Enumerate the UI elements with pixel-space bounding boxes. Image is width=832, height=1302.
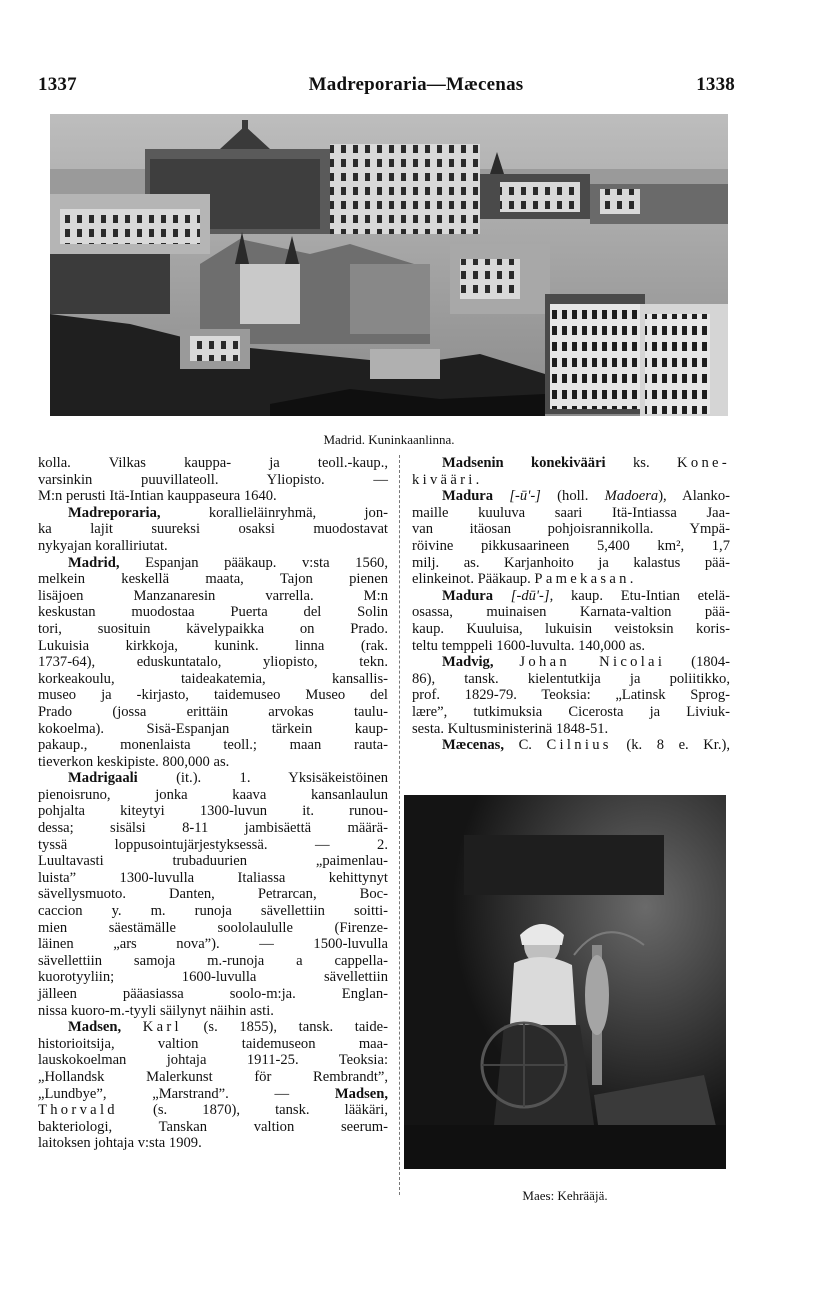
entry-madrigaali	[38, 770, 388, 787]
text-line: maille kuuluva saari Itä-Intiassa Jaa-	[412, 504, 730, 521]
text-span: (1804-	[665, 654, 730, 671]
maes-spinner-painting	[404, 795, 726, 1169]
running-title: Madreporaria—Mæcenas	[308, 74, 524, 95]
headword: Madreporaria,	[68, 504, 161, 521]
headword: Madrid,	[68, 554, 120, 571]
left-column	[38, 455, 388, 1152]
entry-madsenin-konekivaari	[412, 455, 730, 472]
headword: Madura	[442, 587, 494, 604]
text-line: nissa kuoro-m.-tyyli säilynyt näihin asti.	[38, 1002, 274, 1019]
spaced-name: Cilnius	[546, 737, 612, 754]
text-span	[493, 654, 519, 670]
entry-madvig	[412, 654, 730, 671]
text-line: pakaup., monenlaista teoll.; maan rauta-	[38, 737, 388, 754]
text-line: tori, suosituin kävelypaikka on Prado.	[38, 620, 388, 637]
text-line: Lukuisia kirkkoja, kunink. linna (rak.	[38, 637, 388, 654]
text-line: mien säestämälle soololaululle (Firenze-	[38, 919, 388, 936]
text-line: sävellysmuoto. Danten, Petrarcan, Boc-	[38, 886, 388, 903]
text-span: , kaup. Etu-Intian etelä-	[549, 587, 730, 604]
headword: Madvig,	[442, 654, 494, 671]
text-line: lauskokoelman johtaja 1911-25. Teoksia:	[38, 1052, 388, 1069]
text-line: dessa; sisälsi 8-11 jambisäettä määrä-	[38, 820, 388, 837]
spaced-name: Thorvald	[38, 1102, 118, 1119]
headword: Madsen,	[68, 1019, 122, 1036]
text-line: van itäosan pohjoisrannikolla. Ympä-	[412, 521, 730, 538]
text-line	[412, 571, 730, 588]
entry-madura-city	[412, 588, 730, 605]
text-line: kuorotyyliin; 1600-luvulla sävellettiin	[38, 969, 388, 986]
text-line: bakteriologi, Tanskan valtion seerum-	[38, 1118, 388, 1135]
page-number-right: 1338	[696, 74, 735, 95]
text-line: varsinkin puuvillateoll. Yliopisto. —	[38, 471, 388, 488]
text-line: kokoelma). Sisä-Espanjan tärkein kaup-	[38, 720, 388, 737]
spinner-illustration	[404, 795, 726, 1169]
text-line: sävellettiin samoja m.-runoja a cappella-	[38, 952, 388, 969]
text-line: 1737-64), eduskuntatalo, yliopisto, tekn.	[38, 654, 388, 671]
text-line: nykyajan koralliriutat.	[38, 537, 168, 554]
text-span: (s. 1870), tansk. lääkäri,	[117, 1102, 388, 1119]
text-span: ), Alanko-	[658, 488, 730, 505]
text-line: pienoisruno, jonka kaava kansanlaulun	[38, 786, 388, 803]
text-line: tieverkon keskipiste. 800,000 as.	[38, 753, 230, 770]
text-line: keskustan muodostaa Puerta del Solin	[38, 604, 388, 621]
headword: Mæcenas,	[442, 737, 505, 754]
entry-madsen	[38, 1019, 388, 1036]
text-span: .	[629, 571, 634, 588]
headword: Madsen,	[334, 1085, 388, 1102]
text-line: röivine pikkusaarineen 5,400 km², 1,7	[412, 537, 730, 554]
pronunciation: [-dū'-]	[493, 587, 550, 604]
spaced-name: Johan Nicolai	[519, 654, 666, 671]
entry-madura-island	[412, 488, 730, 505]
text-line: osassa, muinaisen Karnata-valtion pää-	[412, 604, 730, 621]
text-line	[38, 1102, 388, 1119]
text-line: pohjalta kiteytyi 1300-luvun it. runou-	[38, 803, 388, 820]
text-line: Luultavasti trubaduurien „paimenlau-	[38, 853, 388, 870]
text-line: museo ja -kirjasto, taidemuseo Museo del	[38, 687, 388, 704]
headword: Madrigaali	[68, 770, 138, 787]
text-line: M:n perusti Itä-Intian kauppaseura 1640.	[38, 488, 277, 505]
text-line: korkeakoulu, taideakatemia, kansallis-	[38, 670, 388, 687]
text-span: (k. 8 e. Kr.),	[611, 737, 730, 754]
text-span: (s. 1855), tansk. taide-	[181, 1019, 388, 1036]
text-line: prof. 1829-79. Teoksia: „Latinsk Sprog-	[412, 687, 730, 704]
text-line: tyssä loppusointujärjestyksessä. — 2.	[38, 836, 388, 853]
text-line: lisäjoen Manzanaresin varrella. M:n	[38, 587, 388, 604]
page-number-left: 1337	[38, 74, 77, 95]
text-span: ks.	[605, 455, 678, 471]
madrid-photo-caption: Madrid. Kuninkaanlinna.	[323, 432, 455, 447]
text-line: „Hollandsk Malerkunst för Rembrandt”,	[38, 1068, 388, 1085]
text-line: melkein keskellä maata, Tajon pienen	[38, 571, 388, 588]
headword: Madsenin konekivääri	[442, 455, 606, 471]
text-line: sesta. Kultusministerinä 1848-51.	[412, 720, 609, 737]
entry-maecenas	[412, 737, 730, 754]
text-span	[121, 1019, 143, 1035]
madrid-palace-photo	[50, 114, 728, 416]
headword: Madura	[442, 488, 494, 505]
text-span: Espanjan pääkaup. v:sta 1560,	[119, 554, 388, 571]
text-span: (it.). 1. Yksisäkeistöinen	[137, 770, 388, 787]
text-line: luista” 1300-luvulla Italiassa kehittynyt	[38, 869, 388, 886]
text-line: lære”, tutkimuksia Cicerosta ja Liviuk-	[412, 703, 730, 720]
text-span: „Lundbye”, „Marstrand”. —	[38, 1085, 335, 1102]
text-line: kolla. Vilkas kauppa- ja teoll.-kaup.,	[38, 455, 388, 471]
text-line: laitoksen johtaja v:sta 1909.	[38, 1135, 202, 1152]
spaced-name: Pamekasan	[534, 571, 630, 588]
column-divider	[399, 455, 400, 1195]
text-line: läinen „ars nova”). — 1500-luvulla	[38, 936, 388, 953]
text-line: Prado (jossa erittäin arvokas taulu-	[38, 703, 388, 720]
spaced-name: Karl	[142, 1019, 182, 1036]
text-line: milj. as. Karjanhoito ja kalastus pää-	[412, 554, 730, 571]
entry-madrid	[38, 555, 388, 572]
text-line: kaup. Kuuluisa, lukuisin veistoksin koris-	[412, 620, 730, 637]
text-line: 86), tansk. kielentutkija ja poliitikko,	[412, 670, 730, 687]
entry-madreporaria	[38, 505, 388, 522]
italic-term: Madoera	[604, 488, 659, 505]
text-span: (holl.	[540, 488, 605, 505]
maes-painting-caption: Maes: Kehrääjä.	[522, 1188, 608, 1203]
text-line: caccion y. m. runoja sävellettiin soitti-	[38, 903, 388, 920]
pronunciation: [-ū'-]	[493, 488, 541, 505]
spaced-crossref: Kone-	[677, 455, 730, 471]
text-line: ka lajit suureksi osaksi muodostavat	[38, 521, 388, 538]
text-line	[38, 1086, 388, 1103]
right-column	[412, 455, 730, 754]
madrid-palace-illustration	[50, 114, 728, 416]
text-line: teltu temppeli 1600-luvulta. 140,000 as.	[412, 637, 646, 654]
text-span: elinkeinot. Pääkaup.	[412, 571, 535, 588]
text-line: jälleen pääasiassa soolo-m:ja. Englan-	[38, 986, 388, 1002]
text-line: historioitsija, valtion taidemuseon maa-	[38, 1035, 388, 1052]
spaced-crossref: kivääri.	[412, 471, 483, 488]
text-span: C.	[504, 737, 547, 754]
text-span: korallieläinryhmä, jon-	[160, 504, 388, 521]
